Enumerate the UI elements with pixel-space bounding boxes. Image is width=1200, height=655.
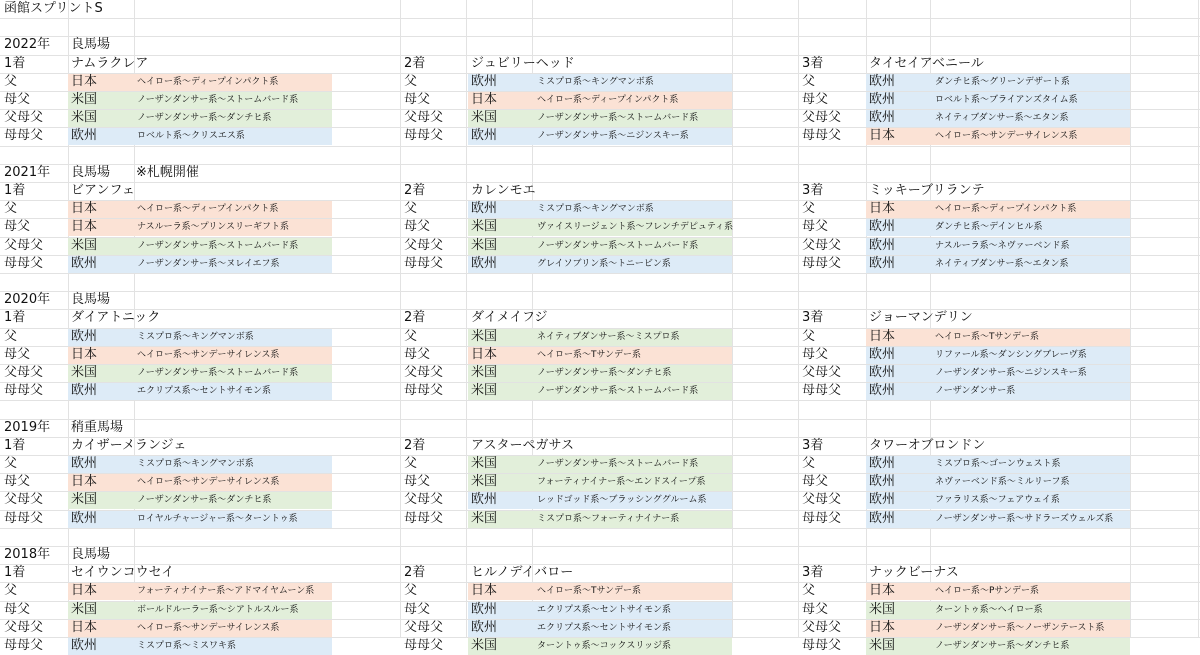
region-label: 米国	[471, 365, 498, 380]
region-label: 米国	[71, 601, 98, 617]
region-label: 米国	[71, 365, 98, 380]
track-condition: 良馬場	[71, 37, 111, 53]
pedigree-role: 母父	[404, 474, 431, 490]
sire-line: ネイティブダンサー系～エタン系	[935, 113, 1069, 124]
region-label: 米国	[471, 110, 498, 126]
sire-line: ノーザンダンサー系～ダンチヒ系	[137, 495, 272, 506]
pedigree-role: 母父	[4, 219, 31, 235]
sire-line: ロベルト系～ブライアンズタイム系	[935, 95, 1078, 105]
region-label: 欧州	[71, 638, 98, 653]
region-label: 日本	[71, 219, 98, 235]
grid-column-line	[400, 0, 401, 637]
horse-name: セイウンコウセイ	[71, 565, 175, 581]
year-label: 2018年	[4, 547, 51, 562]
sire-line: ノーザンダンサー系～ダンチヒ系	[537, 368, 672, 378]
sire-line: ヘイロー系～サンデーサイレンス系	[137, 477, 280, 488]
year-label: 2020年	[4, 292, 51, 308]
grid-row-line	[0, 546, 1200, 547]
sire-line: ミスプロ系～キングマンボ系	[537, 204, 654, 215]
sire-line: ノーザンダンサー系～ヌレイエフ系	[137, 258, 280, 269]
pedigree-role: 父	[4, 201, 18, 217]
region-label: 日本	[869, 583, 896, 599]
pedigree-role: 父母父	[802, 619, 842, 635]
grid-row-line	[0, 55, 1200, 56]
grid-row-line	[0, 146, 1200, 147]
grid-column-line	[798, 0, 799, 637]
pedigree-role: 母母父	[802, 383, 842, 399]
sire-line: リファール系～ダンシングブレーヴ系	[935, 349, 1087, 360]
pedigree-role: 父	[802, 328, 816, 344]
horse-name: ヒルノデイバロー	[471, 565, 574, 581]
grid-row-line	[0, 564, 1200, 565]
region-label: 欧州	[71, 328, 98, 344]
sire-line: ミスプロ系～フォーティナイナー系	[537, 513, 680, 524]
sire-line: ターントゥ系～ヘイロー系	[935, 604, 1043, 615]
pedigree-role: 父母父	[4, 619, 44, 635]
region-label: 欧州	[869, 346, 896, 362]
sire-line: ネヴァーベンド系～ミルリーフ系	[935, 477, 1070, 488]
finish-position: 2着	[404, 310, 426, 326]
region-label: 日本	[71, 474, 98, 490]
region-label: 欧州	[71, 383, 98, 399]
pedigree-role: 母父	[4, 346, 31, 362]
finish-position: 2着	[404, 565, 426, 581]
pedigree-role: 父母父	[404, 492, 444, 508]
region-label: 米国	[71, 237, 98, 253]
sire-line: ヘイロー系～サンデーサイレンス系	[137, 349, 280, 360]
sire-line: ヘイロー系～Tサンデー系	[537, 586, 642, 597]
grid-column-line	[732, 0, 733, 637]
region-label: 日本	[471, 346, 498, 362]
region-label: 欧州	[471, 128, 498, 144]
region-label: 日本	[71, 73, 98, 89]
region-label: 米国	[471, 328, 498, 344]
sire-line: ボールドルーラー系～シアトルスルー系	[137, 604, 299, 615]
horse-name: ジョーマンデリン	[869, 310, 973, 326]
sire-line: ノーザンダンサー系	[935, 386, 1016, 397]
sire-line: エクリプス系～セントサイモン系	[537, 604, 672, 615]
sire-line: ターントゥ系～コックスリッジ系	[537, 641, 671, 651]
grid-row-line	[0, 419, 1200, 420]
grid-row-line	[0, 182, 1200, 183]
sire-line: ノーザンダンサー系～ニジンスキー系	[935, 368, 1087, 378]
grid-row-line	[0, 273, 1200, 274]
horse-name: カイザーメランジェ	[71, 437, 187, 453]
sire-line: ネイティブダンサー系～ミスプロ系	[537, 331, 680, 342]
pedigree-role: 父	[802, 73, 816, 89]
region-label: 日本	[869, 201, 896, 217]
region-label: 米国	[471, 237, 498, 253]
region-label: 米国	[471, 383, 498, 399]
sire-line: ヘイロー系～ディープインパクト系	[137, 76, 279, 87]
finish-position: 2着	[404, 437, 426, 453]
region-label: 日本	[471, 92, 498, 107]
region-label: 欧州	[471, 255, 498, 271]
horse-name: ジュビリーヘッド	[471, 55, 575, 71]
sire-line: ヘイロー系～Tサンデー系	[537, 349, 642, 360]
pedigree-role: 父	[4, 73, 18, 89]
sire-line: ネイティブダンサー系～エタン系	[935, 258, 1069, 269]
pedigree-role: 父母父	[404, 365, 444, 380]
pedigree-role: 父母父	[4, 365, 44, 380]
sire-line: ノーザンダンサー系～ストームバード系	[137, 240, 299, 251]
region-label: 欧州	[869, 474, 896, 490]
region-label: 米国	[71, 110, 98, 126]
finish-position: 1着	[4, 565, 26, 581]
pedigree-role: 母父	[802, 601, 829, 617]
region-label: 米国	[471, 219, 498, 235]
sire-line: ヘイロー系～Tサンデー系	[935, 331, 1040, 342]
pedigree-role: 父母父	[4, 110, 44, 126]
track-condition: 稍重馬場	[71, 419, 124, 435]
sire-line: ナスルーラ系～ネヴァーベンド系	[935, 240, 1070, 251]
finish-position: 2着	[404, 55, 426, 71]
pedigree-role: 父母父	[404, 619, 444, 635]
pedigree-role: 母母父	[4, 255, 44, 271]
grid-row-line	[0, 309, 1200, 310]
grid-row-line	[0, 528, 1200, 529]
pedigree-role: 母父	[4, 601, 31, 617]
horse-name: タイセイアベニール	[869, 55, 984, 71]
sire-line: ノーザンダンサー系～ストームバード系	[537, 459, 699, 469]
sire-line: ノーザンダンサー系～ダンチヒ系	[137, 113, 272, 124]
pedigree-role: 父母父	[802, 365, 842, 380]
sire-line: ノーザンダンサー系～ストームバード系	[537, 113, 699, 124]
region-label: 日本	[71, 583, 98, 599]
pedigree-role: 父	[4, 456, 18, 471]
venue-note: ※札幌開催	[136, 164, 199, 180]
finish-position: 3着	[802, 55, 824, 71]
region-label: 米国	[471, 510, 498, 526]
pedigree-role: 母母父	[802, 255, 842, 271]
pedigree-role: 父	[404, 73, 418, 89]
pedigree-role: 母母父	[404, 510, 444, 526]
pedigree-role: 父母父	[802, 237, 842, 253]
region-label: 日本	[869, 328, 896, 344]
pedigree-role: 父	[802, 456, 816, 471]
sire-line: ミスプロ系～キングマンボ系	[137, 459, 254, 469]
pedigree-role: 父母父	[802, 492, 842, 508]
pedigree-role: 母父	[4, 474, 31, 490]
grid-column-line	[1198, 0, 1199, 637]
region-label: 欧州	[869, 510, 896, 526]
sire-line: ヴァイスリージェント系～フレンチデピュティ系	[537, 222, 734, 233]
sire-line: フォーティナイナー系～エンドスイープ系	[537, 477, 706, 488]
sire-line: ナスルーラ系～プリンスリーギフト系	[137, 222, 290, 233]
year-label: 2022年	[4, 37, 51, 53]
region-label: 欧州	[869, 73, 896, 89]
region-label: 欧州	[471, 601, 498, 617]
horse-name: ナックビーナス	[869, 565, 959, 581]
sire-line: グレイソブリン系～トニービン系	[537, 258, 671, 269]
finish-position: 3着	[802, 565, 824, 581]
region-label: 欧州	[471, 619, 498, 635]
horse-name: ダイアトニック	[71, 310, 161, 326]
finish-position: 3着	[802, 437, 824, 453]
sire-line: ノーザンダンサー系～ノーザンテースト系	[935, 622, 1105, 633]
grid-column-line	[466, 0, 467, 637]
sire-line: ヘイロー系～Pサンデー系	[935, 586, 1039, 597]
pedigree-role: 母母父	[802, 510, 842, 526]
horse-name: ナムラクレア	[71, 55, 149, 71]
pedigree-role: 母母父	[4, 638, 44, 653]
sire-line: ダンチヒ系～デインヒル系	[935, 222, 1043, 233]
sire-line: ミスプロ系～キングマンボ系	[137, 331, 254, 342]
sheet-title: 函館スプリントS	[4, 1, 103, 16]
year-label: 2019年	[4, 419, 51, 435]
sire-line: ノーザンダンサー系～ストームバード系	[137, 95, 299, 105]
horse-name: ダイメイフジ	[471, 310, 548, 326]
pedigree-role: 父	[404, 328, 418, 344]
pedigree-role: 母父	[802, 219, 829, 235]
sire-line: ノーザンダンサー系～ダンチヒ系	[935, 641, 1070, 651]
pedigree-role: 母父	[404, 92, 431, 107]
track-condition: 良馬場	[71, 292, 111, 308]
sire-line: ノーザンダンサー系～ニジンスキー系	[537, 131, 689, 142]
year-label: 2021年	[4, 164, 51, 180]
sire-line: フォーティナイナー系～アドマイヤムーン系	[137, 586, 315, 597]
region-label: 米国	[71, 92, 98, 107]
pedigree-role: 母母父	[404, 128, 444, 144]
region-label: 欧州	[869, 237, 896, 253]
region-label: 日本	[869, 128, 896, 144]
pedigree-role: 父	[802, 201, 816, 217]
pedigree-role: 父	[802, 583, 816, 599]
sire-line: ダンチヒ系～グリーンデザート系	[935, 76, 1070, 87]
sire-line: ロイヤルチャージャー系～ターントゥ系	[137, 513, 298, 524]
region-label: 欧州	[869, 365, 896, 380]
pedigree-role: 母母父	[802, 128, 842, 144]
region-label: 欧州	[471, 492, 498, 508]
sire-line: ノーザンダンサー系～ストームバード系	[137, 368, 299, 378]
pedigree-role: 母父	[802, 92, 829, 107]
region-label: 欧州	[471, 73, 498, 89]
region-label: 米国	[869, 638, 896, 653]
sire-line: ノーザンダンサー系～サドラーズウェルズ系	[935, 513, 1114, 524]
pedigree-role: 父	[404, 583, 418, 599]
region-label: 欧州	[869, 110, 896, 126]
pedigree-role: 父	[4, 583, 18, 599]
region-label: 米国	[471, 456, 498, 471]
pedigree-role: 母母父	[4, 128, 44, 144]
sire-line: ヘイロー系～ディープインパクト系	[935, 204, 1077, 215]
region-label: 欧州	[71, 510, 98, 526]
pedigree-role: 父	[4, 328, 18, 344]
region-label: 日本	[71, 619, 98, 635]
region-label: 欧州	[869, 456, 896, 471]
track-condition: 良馬場	[71, 164, 111, 180]
pedigree-role: 母母父	[404, 383, 444, 399]
pedigree-role: 母父	[802, 474, 829, 490]
sire-line: エクリプス系～セントサイモン系	[137, 386, 272, 397]
pedigree-role: 母母父	[4, 383, 44, 399]
finish-position: 3着	[802, 310, 824, 326]
region-label: 日本	[471, 583, 498, 599]
sire-line: ミスプロ系～ゴーンウェスト系	[935, 459, 1061, 469]
horse-name: タワーオブロンドン	[869, 437, 986, 453]
sire-line: ヘイロー系～ディープインパクト系	[537, 95, 679, 105]
finish-position: 1着	[4, 55, 26, 71]
horse-name: ミッキーブリランテ	[869, 183, 985, 198]
grid-row-line	[0, 18, 1200, 19]
pedigree-role: 母母父	[802, 638, 842, 653]
region-label: 欧州	[71, 128, 98, 144]
region-label: 欧州	[869, 92, 896, 107]
sire-line: ヘイロー系～ディープインパクト系	[137, 204, 279, 215]
region-label: 欧州	[869, 219, 896, 235]
region-label: 日本	[71, 346, 98, 362]
region-label: 米国	[471, 638, 498, 653]
horse-name: ビアンフェ	[71, 183, 135, 198]
region-label: 日本	[869, 619, 896, 635]
pedigree-role: 父母父	[4, 237, 44, 253]
pedigree-role: 父母父	[404, 110, 444, 126]
pedigree-role: 母母父	[404, 638, 444, 653]
sire-line: ノーザンダンサー系～ストームバード系	[537, 386, 699, 397]
region-label: 欧州	[869, 492, 896, 508]
pedigree-role: 母父	[404, 601, 431, 617]
track-condition: 良馬場	[71, 547, 111, 562]
pedigree-role: 父	[404, 201, 418, 217]
region-label: 欧州	[869, 383, 896, 399]
region-label: 欧州	[869, 255, 896, 271]
sire-line: レッドゴッド系～ブラッシンググルーム系	[537, 495, 707, 506]
finish-position: 2着	[404, 183, 426, 198]
region-label: 日本	[71, 201, 98, 217]
finish-position: 1着	[4, 437, 26, 453]
sire-line: ロベルト系～クリスエス系	[137, 131, 245, 142]
horse-name: アスターペガサス	[471, 437, 574, 453]
grid-column-line	[1130, 0, 1131, 637]
region-label: 欧州	[71, 255, 98, 271]
region-label: 米国	[471, 474, 498, 490]
grid-row-line	[0, 291, 1200, 292]
pedigree-role: 父母父	[802, 110, 842, 126]
pedigree-role: 父母父	[404, 237, 444, 253]
region-label: 欧州	[71, 456, 98, 471]
sire-line: ヘイロー系～サンデーサイレンス系	[137, 622, 280, 633]
sire-line: ノーザンダンサー系～ストームバード系	[537, 240, 699, 251]
sire-line: ファラリス系～フェアウェイ系	[935, 495, 1060, 506]
grid-row-line	[0, 36, 1200, 37]
finish-position: 1着	[4, 310, 26, 326]
horse-name: カレンモエ	[471, 183, 536, 198]
pedigree-role: 父	[404, 456, 418, 471]
pedigree-role: 母父	[404, 219, 431, 235]
pedigree-role: 母母父	[404, 255, 444, 271]
finish-position: 1着	[4, 183, 26, 198]
finish-position: 3着	[802, 183, 824, 198]
pedigree-role: 母母父	[4, 510, 44, 526]
pedigree-role: 母父	[4, 92, 31, 107]
region-label: 米国	[71, 492, 98, 508]
pedigree-role: 母父	[404, 346, 431, 362]
region-label: 米国	[869, 601, 896, 617]
region-label: 欧州	[471, 201, 498, 217]
sire-line: エクリプス系～セントサイモン系	[537, 622, 672, 633]
sire-line: ヘイロー系～サンデーサイレンス系	[935, 131, 1078, 142]
pedigree-role: 母父	[802, 346, 829, 362]
sire-line: ミスプロ系～キングマンボ系	[537, 76, 654, 87]
pedigree-role: 父母父	[4, 492, 44, 508]
sire-line: ミスプロ系～ミスワキ系	[137, 641, 237, 651]
